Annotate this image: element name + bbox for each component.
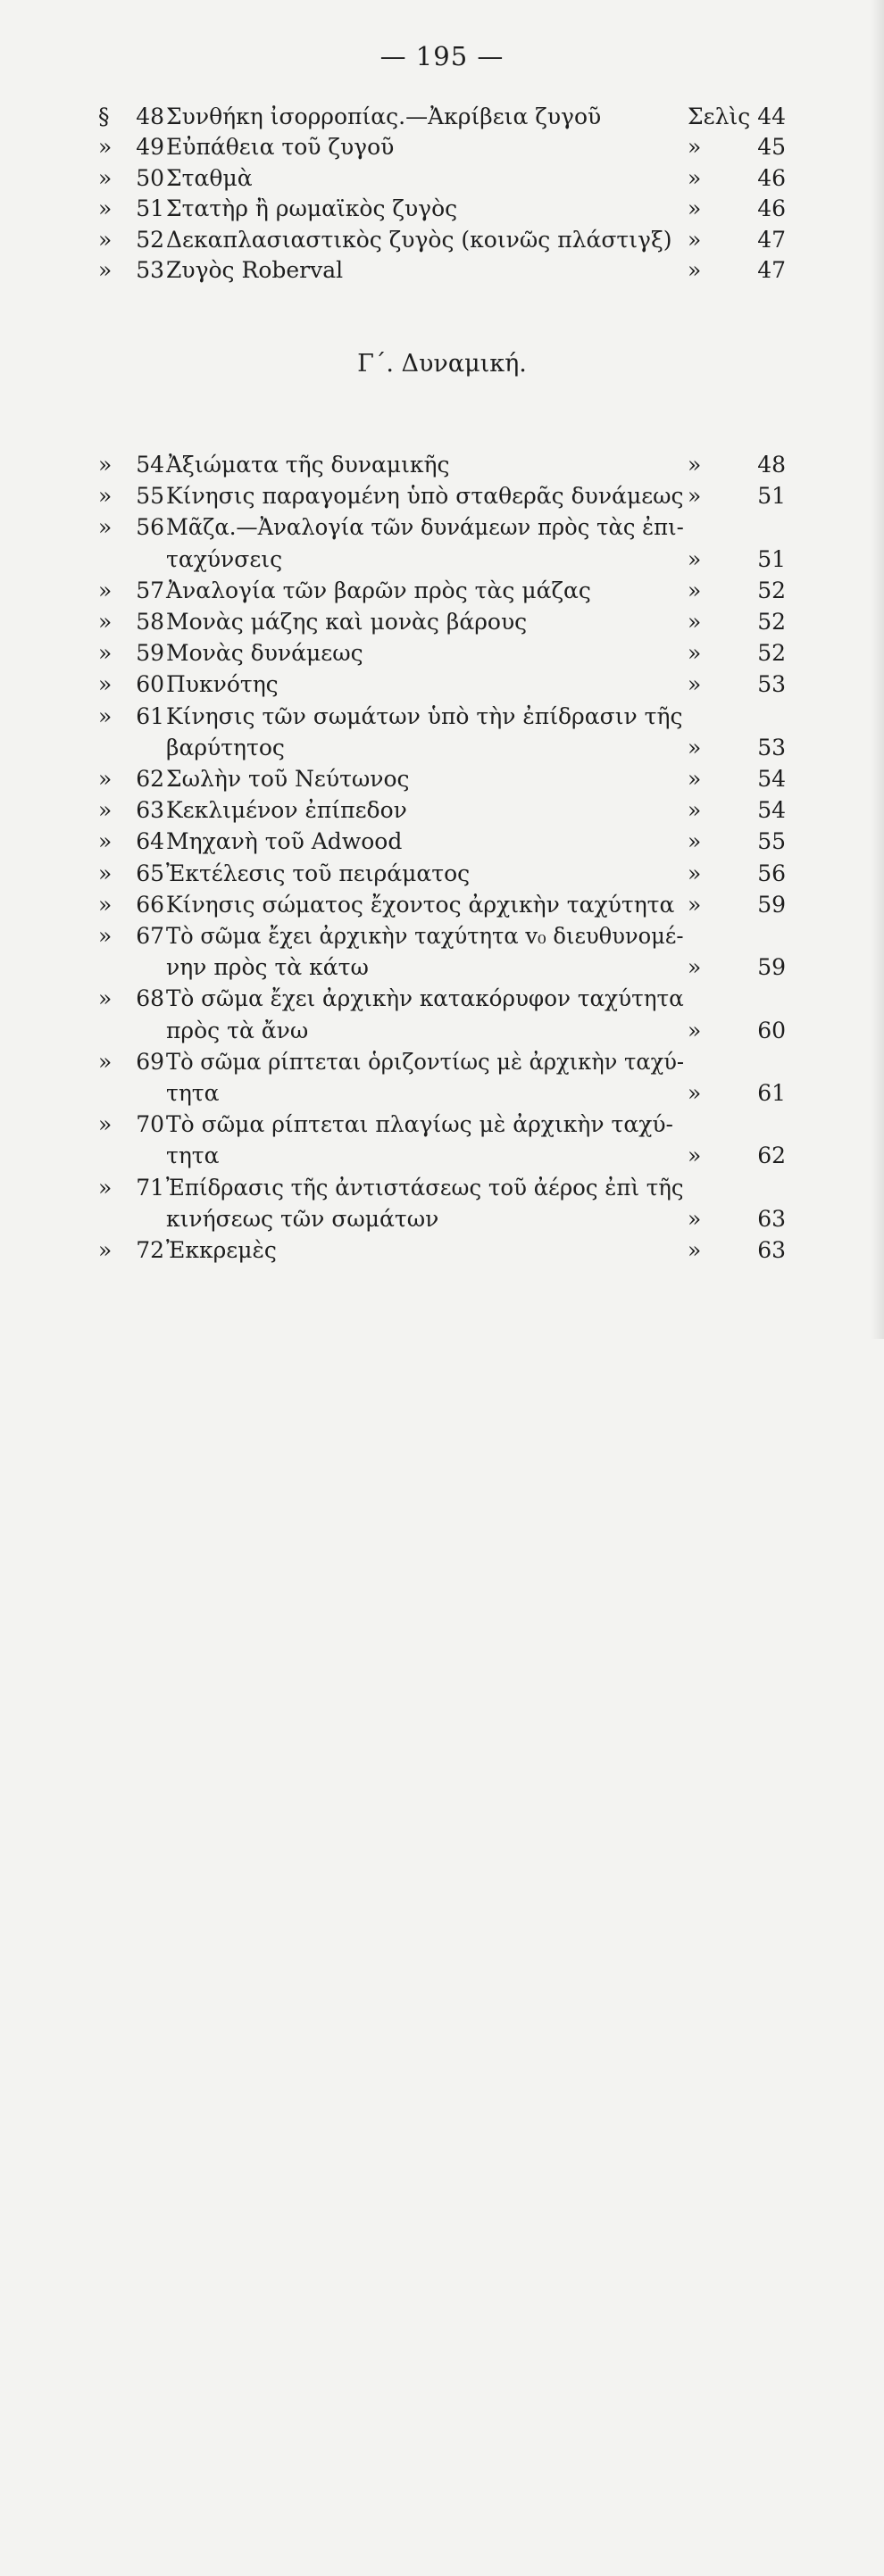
toc-entry-mark: » [98,257,113,283]
toc-entry-page: 51 [757,483,786,510]
toc-entry [98,104,786,136]
page-edge-shadow [871,0,884,1339]
toc-entry-title: Τὸ σῶμα ρίπτεται ὁριζοντίως μὲ ἀρχικὴν ταχύ- [166,1048,685,1075]
toc-entry-title: Ἐκτέλεσις τοῦ πειράματος [166,860,471,886]
toc-entry-page: 63 [757,1237,786,1263]
toc-entry-page-mark: » [688,671,702,698]
toc-entry [98,766,786,798]
toc-entry [98,1175,786,1207]
toc-entry-mark: § [98,104,110,129]
toc-entry-mark: » [98,164,113,191]
toc-entry-number: 48 [136,104,164,129]
toc-entry-title: Μᾶζα.—Ἀναλογία τῶν δυνάμεων πρὸς τὰς ἐπι- [166,514,684,541]
toc-entry [98,257,786,289]
toc-entry-mark: » [98,1048,113,1075]
toc-entry-title: Τὸ σῶμα ἔχει ἀρχικὴν ταχύτητα v₀ διευθυνομέ- [166,923,684,949]
toc-entry [98,578,786,610]
toc-entry [98,703,786,735]
toc-entry [98,828,786,860]
toc-entry-page: 46 [757,164,786,191]
toc-entry-title: Πυκνότης [166,671,279,698]
toc-entry-number: 49 [136,134,164,161]
toc-entry [98,609,786,641]
toc-entry-number: 68 [136,985,164,1012]
toc-entry-title: Κίνησις παραγομένη ὑπὸ σταθερᾶς δυνάμεως [166,483,684,510]
toc-entry-page-mark: Σελὶς [688,104,751,129]
toc-entry [98,1018,786,1050]
toc-entry-title: Τὸ σῶμα ἔχει ἀρχικὴν κατακόρυφον ταχύτητα [166,985,684,1012]
toc-entry-page: 56 [757,860,786,886]
toc-entry-number: 66 [136,891,164,918]
toc-entry-page-mark: » [688,1017,702,1043]
toc-entry-title: τητα [166,1143,220,1169]
toc-entry-page-mark: » [688,860,702,886]
toc-entry-title: πρὸς τὰ ἄνω [166,1017,309,1043]
toc-entry-mark: » [98,640,113,667]
toc-entry-page-mark: » [688,766,702,792]
toc-entry-page-mark: » [688,609,702,635]
toc-entry-page-mark: » [688,452,702,478]
toc-entry [98,483,786,515]
toc-entry-number: 57 [136,577,164,603]
toc-entry-page: 59 [757,954,786,981]
toc-entry [98,1206,786,1238]
toc-entry-mark: » [98,483,113,510]
toc-entry-page: 45 [757,134,786,161]
toc-entry-title: Ἐκκρεμὲς [166,1237,277,1263]
toc-entry [98,671,786,703]
toc-entry-title: Μηχανὴ τοῦ Adwood [166,828,403,855]
toc-entry-page: 53 [757,671,786,698]
toc-entry-mark: » [98,226,113,253]
toc-entry-page-mark: » [688,1080,702,1106]
toc-entry-title: Μονὰς δυνάμεως [166,640,363,667]
toc-entry-number: 69 [136,1048,164,1075]
toc-entry-mark: » [98,1237,113,1263]
toc-entry-number: 71 [136,1174,164,1201]
toc-entry-page-mark: » [688,797,702,824]
toc-entry-number: 52 [136,226,164,253]
toc-entry-number: 65 [136,860,164,886]
toc-entry-number: 56 [136,514,164,541]
toc-entry-title: κινήσεως τῶν σωμάτων [166,1205,439,1232]
toc-entry-page: 54 [757,797,786,824]
toc-entry-page: 52 [757,577,786,603]
toc-entry-page: 52 [757,640,786,667]
toc-entry-mark: » [98,1111,113,1138]
toc-entry-page: 48 [757,452,786,478]
toc-entry [98,985,786,1018]
toc-entry-title: Ζυγὸς Roberval [166,257,344,283]
toc-entry [98,546,786,578]
toc-entry-mark: » [98,860,113,886]
toc-entry-number: 54 [136,452,164,478]
toc-entry-page-mark: » [688,1205,702,1232]
toc-entry [98,640,786,672]
toc-entry-page-mark: » [688,134,702,161]
toc-entry [98,797,786,829]
toc-entry-number: 51 [136,195,164,222]
toc-entry-page: 44 [757,104,786,129]
toc-entry-title: Εὐπάθεια τοῦ ζυγοῦ [166,134,395,161]
toc-entry-mark: » [98,702,113,729]
toc-entry-page-mark: » [688,226,702,253]
toc-entry-page-mark: » [688,545,702,572]
toc-entry-mark: » [98,1174,113,1201]
toc-entry-title: Συνθήκη ἰσορροπίας.—Ἀκρίβεια ζυγοῦ [166,104,602,129]
toc-entry-page: 52 [757,609,786,635]
toc-entry-title: νην πρὸς τὰ κάτω [166,954,369,981]
toc-entry-page-mark: » [688,734,702,760]
toc-entry-page-mark: » [688,891,702,918]
toc-entry-page: 62 [757,1143,786,1169]
toc-entry-page: 61 [757,1080,786,1106]
toc-entry-title: Σωλὴν τοῦ Νεύτωνος [166,766,410,792]
toc-entry-page: 60 [757,1017,786,1043]
toc-entry-page-mark: » [688,828,702,855]
toc-entry-page-mark: » [688,195,702,222]
toc-entry [98,227,786,259]
toc-entry-mark: » [98,985,113,1012]
toc-entry [98,452,786,484]
toc-entry-title: τητα [166,1080,220,1106]
toc-entry-number: 62 [136,766,164,792]
toc-entry [98,195,786,228]
toc-entry-mark: » [98,891,113,918]
toc-entry-title: Κίνησις τῶν σωμάτων ὑπὸ τὴν ἐπίδρασιν τῆς [166,702,683,729]
section-heading: Γ΄. Δυναμική. [357,350,527,378]
toc-entry-mark: » [98,514,113,541]
toc-entry-page: 55 [757,828,786,855]
toc-entry-number: 50 [136,164,164,191]
toc-entry-page: 63 [757,1205,786,1232]
toc-entry-number: 59 [136,640,164,667]
toc-entry [98,165,786,197]
toc-entry-number: 55 [136,483,164,510]
toc-entry [98,1049,786,1081]
toc-entry [98,860,786,893]
toc-entry-page-mark: » [688,483,702,510]
toc-entry-page: 54 [757,766,786,792]
toc-entry-number: 53 [136,257,164,283]
toc-entry-title: Ἀναλογία τῶν βαρῶν πρὸς τὰς μάζας [166,577,591,603]
toc-entry-page: 47 [757,257,786,283]
toc-entry [98,1111,786,1143]
toc-entry [98,1237,786,1269]
toc-entry-mark: » [98,828,113,855]
toc-entry [98,954,786,986]
toc-entry-title: Στατὴρ ἢ ρωμαϊκὸς ζυγὸς [166,195,458,222]
toc-entry-title: Μονὰς μάζης καὶ μονὰς βάρους [166,609,528,635]
toc-entry-number: 60 [136,671,164,698]
toc-entry-mark: » [98,671,113,698]
toc-entry-title: Ἀξιώματα τῆς δυναμικῆς [166,452,450,478]
toc-entry-mark: » [98,577,113,603]
toc-entry-page-mark: » [688,1143,702,1169]
toc-entry-title: Κεκλιμένον ἐπίπεδον [166,797,407,824]
page-number: — 195 — [379,41,505,71]
toc-entry-mark: » [98,195,113,222]
toc-entry-number: 63 [136,797,164,824]
toc-entry-mark: » [98,134,113,161]
toc-entry-number: 70 [136,1111,164,1138]
toc-entry-page-mark: » [688,164,702,191]
toc-entry-page-mark: » [688,954,702,981]
toc-entry-mark: » [98,452,113,478]
toc-entry-title: Δεκαπλασιαστικὸς ζυγὸς (κοινῶς πλάστιγξ) [166,226,672,253]
toc-entry-page: 59 [757,891,786,918]
toc-entry-page: 51 [757,545,786,572]
toc-entry-mark: » [98,797,113,824]
toc-entry-title: Τὸ σῶμα ρίπτεται πλαγίως μὲ ἀρχικὴν ταχύ- [166,1111,674,1138]
toc-entry-title: Σταθμὰ [166,164,253,191]
toc-entry-mark: » [98,923,113,949]
toc-entry-page-mark: » [688,640,702,667]
toc-entry-title: βαρύτητος [166,734,285,760]
toc-entry-number: 61 [136,702,164,729]
toc-entry-title: Ἐπίδρασις τῆς ἀντιστάσεως τοῦ ἀέρος ἐπὶ τῆς [166,1174,684,1201]
toc-entry-title: Κίνησις σώματος ἔχοντος ἀρχικὴν ταχύτητα [166,891,675,918]
toc-entry-number: 64 [136,828,164,855]
toc-entry-title: ταχύνσεις [166,545,283,572]
toc-entry-page-mark: » [688,1237,702,1263]
toc-entry-page: 47 [757,226,786,253]
toc-entry [98,892,786,924]
toc-entry-page-mark: » [688,257,702,283]
toc-entry [98,923,786,955]
toc-entry-mark: » [98,766,113,792]
toc-entry [98,1143,786,1175]
toc-entry-number: 67 [136,923,164,949]
toc-entry-mark: » [98,609,113,635]
toc-entry-number: 72 [136,1237,164,1263]
toc-entry-page-mark: » [688,577,702,603]
toc-entry [98,134,786,166]
toc-entry-page: 46 [757,195,786,222]
toc-entry [98,514,786,546]
toc-entry-page: 53 [757,734,786,760]
toc-entry [98,735,786,767]
toc-entry-number: 58 [136,609,164,635]
toc-entry [98,1080,786,1112]
